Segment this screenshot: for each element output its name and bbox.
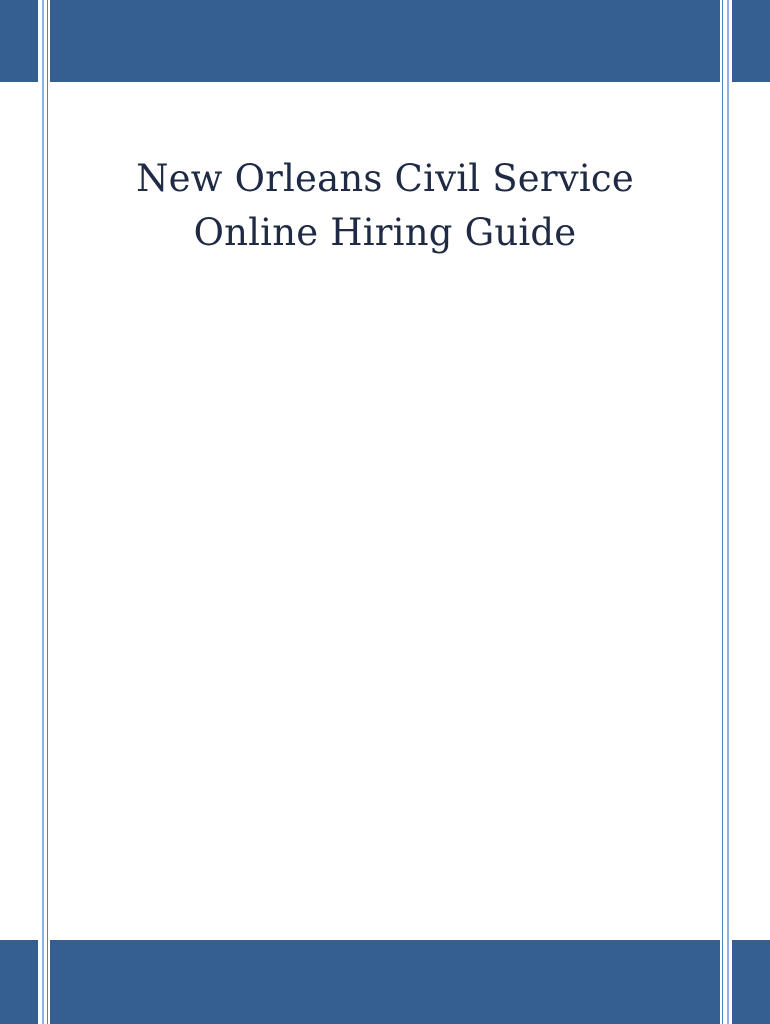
bottom-left-band bbox=[0, 940, 38, 1024]
title-line-2: Online Hiring Guide bbox=[193, 211, 577, 254]
top-right-band bbox=[732, 0, 770, 82]
right-border-line bbox=[727, 0, 729, 1024]
bottom-footer-band bbox=[50, 940, 720, 1024]
bottom-right-band bbox=[732, 940, 770, 1024]
top-header-band bbox=[50, 0, 720, 82]
right-inner-border-line bbox=[722, 0, 723, 1024]
top-left-band bbox=[0, 0, 38, 82]
left-inner-border-line bbox=[47, 0, 48, 1024]
left-border-line bbox=[42, 0, 44, 1024]
document-title bbox=[50, 152, 720, 260]
title-line-1: New Orleans Civil Service bbox=[136, 157, 634, 200]
